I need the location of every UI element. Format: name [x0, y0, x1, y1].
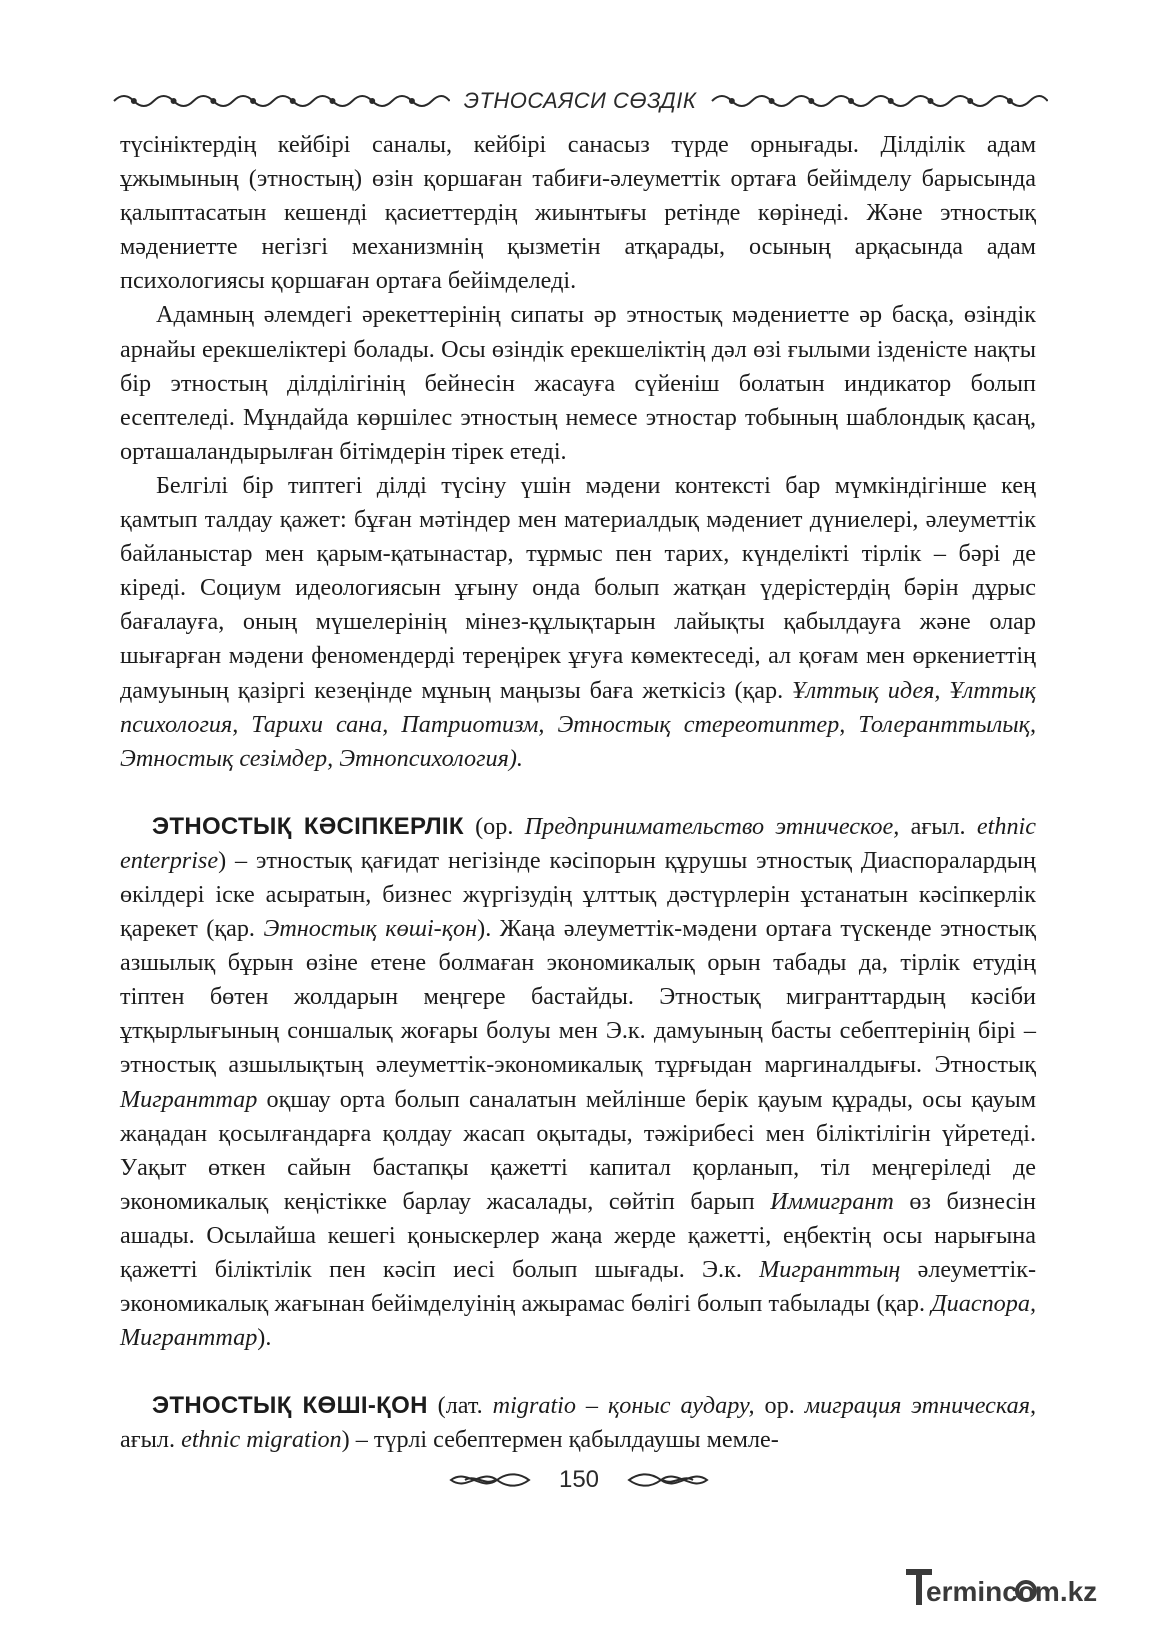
- cross-reference: Мигранттың: [759, 1256, 901, 1283]
- russian-equivalent: миграция этническая,: [804, 1392, 1036, 1420]
- flourish-right-icon: [625, 1468, 711, 1492]
- entry-term: ЭТНОСТЫҚ КӘСІПКЕРЛІК: [152, 812, 464, 840]
- english-equivalent: ethnic migration: [181, 1426, 342, 1454]
- latin-equivalent: migratio – қоныс аудару,: [492, 1392, 755, 1420]
- paragraph-mentality: [120, 469, 1036, 776]
- russian-equivalent: Предпринимательство этническое,: [524, 812, 900, 840]
- svg-text:ermincom.kz: ermincom.kz: [926, 1576, 1098, 1607]
- cross-reference: Этностық көші-қон: [263, 915, 478, 943]
- header-title: ЭТНОСАЯСИ СӨЗДІК: [463, 88, 697, 113]
- cross-reference: Мигранттар: [120, 1085, 258, 1113]
- termincom-watermark-logo: [904, 1561, 1114, 1613]
- ornament-left-icon: [112, 91, 450, 111]
- paragraph-behavior: Адамның әлемдегі әрекеттерінің сипаты әр этностық мәдениетте әр басқа, өзіндік арнайы ерекшеліктері болады. Осы өзіндік ерекшеліктің дәл өзі ғылыми ізденісте нақты бір этностың ділділігінің бейнесін жасауға сүйеніш болатын индикатор болып есептеледі. Мұндайда көршілес этностың немесе этностар тобының шаблондық қасаң, орташаландырылған бітімдерін тірек етеді.: [120, 301, 1036, 465]
- cross-reference: Диаспора, Мигранттар: [120, 1290, 1036, 1352]
- entry-ethnic-migration: ЭТНОСТЫҚ КӨШІ-ҚОН (лат. migratio – қоныс аудару, ор. миграция этническая, ағыл. ethnic migration) – түрлі себептермен қабылдаушы мемле-: [120, 1392, 1036, 1454]
- page-body: [120, 128, 1036, 1457]
- page-footer: [0, 1460, 1158, 1500]
- page-number: 150: [558, 1466, 600, 1493]
- cross-references: Ұлттық идея, Ұлттық психология, Тарихи сана, Патриотизм, Этностық стереотиптер, Толеранттылық, Этностық сезімдер, Этнопсихология).: [120, 676, 1036, 772]
- flourish-left-icon: [447, 1468, 533, 1492]
- english-equivalent: ethnic enterprise: [120, 812, 1036, 874]
- running-header: [112, 86, 1048, 116]
- ornament-right-icon: [710, 91, 1048, 111]
- entry-term: ЭТНОСТЫҚ КӨШІ-ҚОН: [152, 1392, 428, 1420]
- watermark-logo-icon: [904, 1561, 1114, 1613]
- entry-ethnic-enterprise: ЭТНОСТЫҚ КӘСІПКЕРЛІК (ор. Предпринимательство этническое, ағыл. ethnic enterprise) – этностық қағидат негізінде кәсіпорын құрушы этностық Диаспоралардың өкілдері іске асыратын, бизнес жүргізудің ұлттық дәстүрлерін ұстанатын кәсіпкерлік қарекет (қар. Этностық көші-қон). Жаңа әлеуметтік-мәдени ортаға түскенде этностық азшылық бұрын өзіне етене болмаған экономикалық орын табады да, тірлік етудің тіптен бөтен жолдарын меңгере бастайды. Этностық мигранттардың кәсіби ұтқырлығының соншалық жоғары болуы мен Э.к. дамуының басты себептерінің бірі – этностық азшылықтың әлеуметтік-экономикалық тұрғыдан маргиналдығы. Этностық Мигранттар оқшау орта болып саналатын мейлінше берік қауым құрады, осы қауым жаңадан қосылғандарға қолдау жасап оқытады, тәжірибесі мен біліктілігін үйретеді. Уақыт өткен сайын бастапқы қажетті капитал қорланып, тіл меңгеріледі де экономикалық кеңістікке барлау жасалады, сөйтіп барып Иммигрант өз бизнесін ашады. Осылайша кешегі қоныскерлер жаңа жерде қажетті, еңбектің осы нарығына қажетті біліктілік пен кәсіп иесі болып шығады. Э.к. Мигранттың әлеуметтік-экономикалық жағынан бейімделуінің ажырамас бөлігі болып табылады (қар. Диаспора, Мигранттар).: [120, 812, 1037, 1352]
- cross-reference: Иммигрант: [770, 1187, 894, 1215]
- paragraph-mentality-text: Белгілі бір типтегі ділді түсіну үшін мәдени контексті бар мүмкіндігінше кең қамтып талдау қажет: бұған мәтіндер мен материалдық мәдениет дүниелері, әлеуметтік байланыстар мен қарым-қатынастар, тұрмыс пен тарих, күнделікті тірлік – бәрі де кіреді. Социум идеологиясын ұғыну онда болып жатқан үдерістердің бәрін дұрыс бағалауға, оның мүшелерінің мінез-құлықтарын лайықты қабылдауға және олар шығарған мәдени феномендерді тереңірек ұғуға көмектеседі, ал қоғам мен өркениеттің дамуының қазіргі кезеңінде мұның маңызы баға жеткісіз (қар.: [120, 471, 1036, 704]
- paragraph-continuation: түсініктердің кейбірі саналы, кейбірі санасыз түрде орнығады. Ділділік адам ұжымының (этностың) өзін қоршаған табиғи-әлеуметтік ортаға бейімделу барысында қалыптасатын кешенді қасиеттердің жиынтығы ретінде көрінеді. Және этностық мәдениетте негізгі механизмнің қызметін атқарады, осының арқасында адам психологиясы қоршаған ортаға бейімделеді.: [120, 131, 1036, 295]
